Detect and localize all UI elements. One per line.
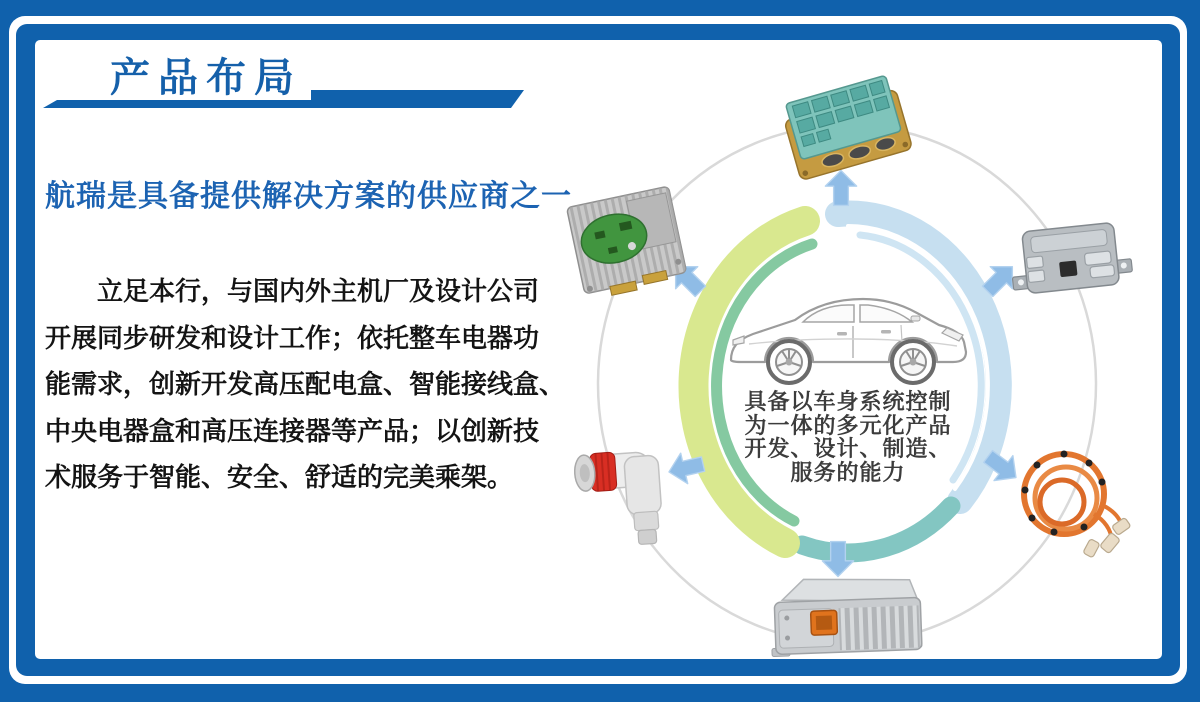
caption-line: 开发、设计、制造、 bbox=[744, 436, 952, 461]
body-line: 术服务于智能、安全、舒适的完美乘架。 bbox=[45, 463, 514, 492]
control-unit-box-icon bbox=[1008, 221, 1134, 295]
hv-wiring-harness-icon bbox=[1022, 451, 1131, 558]
title-underline-bar bbox=[43, 100, 311, 108]
inner-cycle-arcs bbox=[693, 214, 998, 553]
caption-line: 服务的能力 bbox=[790, 459, 906, 485]
page-title: 产品布局 bbox=[110, 56, 302, 100]
headline: 航瑞是具备提供解决方案的供应商之一 bbox=[45, 180, 572, 213]
motor-controller-icon bbox=[770, 575, 923, 656]
hv-distribution-box-icon bbox=[780, 74, 913, 181]
body-paragraph bbox=[45, 269, 570, 502]
front-wheel bbox=[892, 341, 934, 383]
body-line: 立足本行，与国内外主机厂及设计公司 bbox=[97, 277, 540, 306]
body-line: 中央电器盒和高压连接器等产品；以创新技 bbox=[45, 416, 540, 446]
caption-line: 为一体的多元化产品 bbox=[744, 412, 952, 438]
car-illustration bbox=[731, 299, 966, 383]
arrow-up-icon bbox=[825, 171, 856, 206]
hv-connector-icon bbox=[573, 449, 663, 549]
caption-line: 具备以车身系统控制 bbox=[744, 389, 952, 414]
body-line: 能需求，创新开发高压配电盒、智能接线盒、 bbox=[45, 370, 566, 399]
rear-wheel bbox=[768, 341, 810, 383]
title-accent-bar bbox=[311, 90, 524, 108]
diagram-center-caption bbox=[728, 390, 968, 484]
body-line: 开展同步研发和设计工作；依托整车电器功 bbox=[45, 323, 540, 353]
